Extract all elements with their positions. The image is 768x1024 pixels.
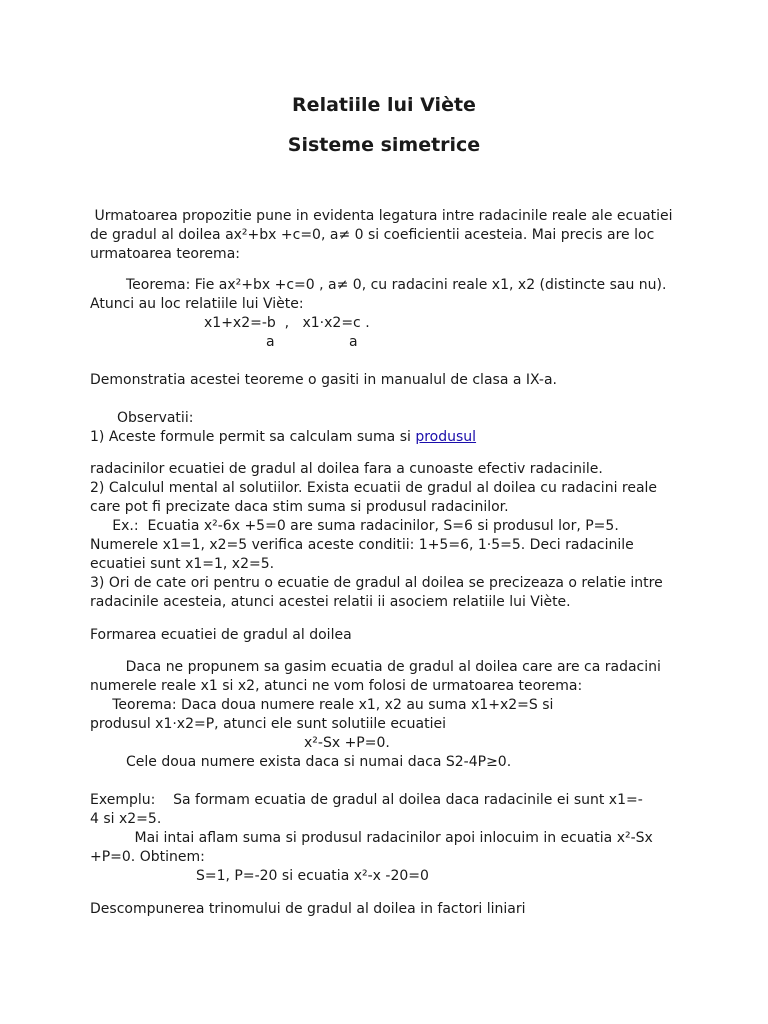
observation-line: Ex.: Ecuatia x²-6x +5=0 are suma radacinilor, S=6 si produsul lor, P=5.: [90, 518, 619, 534]
observation-item-1: [90, 428, 476, 447]
example-line: Exemplu: Sa formam ecuatia de gradul al doilea daca radacinile ei sunt x1=-: [90, 792, 643, 808]
demonstration-text: Demonstratia acestei teoreme o gasiti in manualul de clasa a IX-a.: [90, 372, 557, 388]
observations-heading: Observatii:: [117, 410, 194, 426]
observation-line: Numerele x1=1, x2=5 verifica aceste conditii: 1+5=6, 1·5=5. Deci radacinile: [90, 537, 634, 553]
page-subtitle: Sisteme simetrice: [287, 134, 481, 156]
formation-equation: x²-Sx +P=0.: [304, 735, 390, 751]
formula-denominator-2: a: [349, 334, 358, 350]
observation-line: care pot fi precizate daca stim suma si produsul radacinilor.: [90, 499, 509, 515]
page-title: Relatiile lui Viète: [292, 94, 476, 116]
decomposition-heading: Descompunerea trinomului de gradul al doilea in factori liniari: [90, 901, 526, 917]
observation-line: 3) Ori de cate ori pentru o ecuatie de gradul al doilea se precizeaza o relatie intre: [90, 575, 663, 591]
observation-line: 2) Calculul mental al solutiilor. Exista ecuatii de gradul al doilea cu radacini reale: [90, 480, 658, 496]
intro-line-3: urmatoarea teorema:: [90, 246, 240, 262]
example-line: Mai intai aflam suma si produsul radacinilor apoi inlocuim in ecuatia x²-Sx: [90, 830, 653, 846]
example-result: S=1, P=-20 si ecuatia x²-x -20=0: [196, 868, 429, 884]
formation-line: Daca ne propunem sa gasim ecuatia de gradul al doilea care are ca radacini: [90, 659, 661, 675]
observation-line: radacinile acesteia, atunci acestei relatii ii asociem relatiile lui Viète.: [90, 594, 571, 610]
formation-line: produsul x1·x2=P, atunci ele sunt solutiile ecuatiei: [90, 716, 446, 732]
example-line: 4 si x2=5.: [90, 811, 162, 827]
viete-formulas: x1+x2=-b , x1·x2=c .: [204, 315, 370, 331]
observation-line: radacinilor ecuatiei de gradul al doilea fara a cunoaste efectiv radacinile.: [90, 461, 603, 477]
observation-line: ecuatiei sunt x1=1, x2=5.: [90, 556, 275, 572]
example-line: +P=0. Obtinem:: [90, 849, 205, 865]
formation-line: Teorema: Daca doua numere reale x1, x2 au suma x1+x2=S si: [90, 697, 554, 713]
produsul-link[interactable]: produsul: [415, 429, 477, 445]
formula-denominator-1: a: [266, 334, 275, 350]
formation-line: numerele reale x1 si x2, atunci ne vom folosi de urmatoarea teorema:: [90, 678, 583, 694]
intro-line-2: de gradul al doilea ax²+bx +c=0, a≠ 0 si coeficientii acesteia. Mai precis are loc: [90, 227, 655, 243]
formation-heading: Formarea ecuatiei de gradul al doilea: [90, 627, 352, 643]
formation-condition: Cele doua numere exista daca si numai daca S2-4P≥0.: [126, 754, 512, 770]
theorem-line-2: Atunci au loc relatiile lui Viète:: [90, 296, 304, 312]
observation-item-1-text: 1) Aceste formule permit sa calculam suma si: [90, 429, 416, 445]
intro-line-1: Urmatoarea propozitie pune in evidenta legatura intre radacinile reale ale ecuatiei: [90, 208, 673, 224]
theorem-line-1: Teorema: Fie ax²+bx +c=0 , a≠ 0, cu radacini reale x1, x2 (distincte sau nu).: [126, 277, 667, 293]
